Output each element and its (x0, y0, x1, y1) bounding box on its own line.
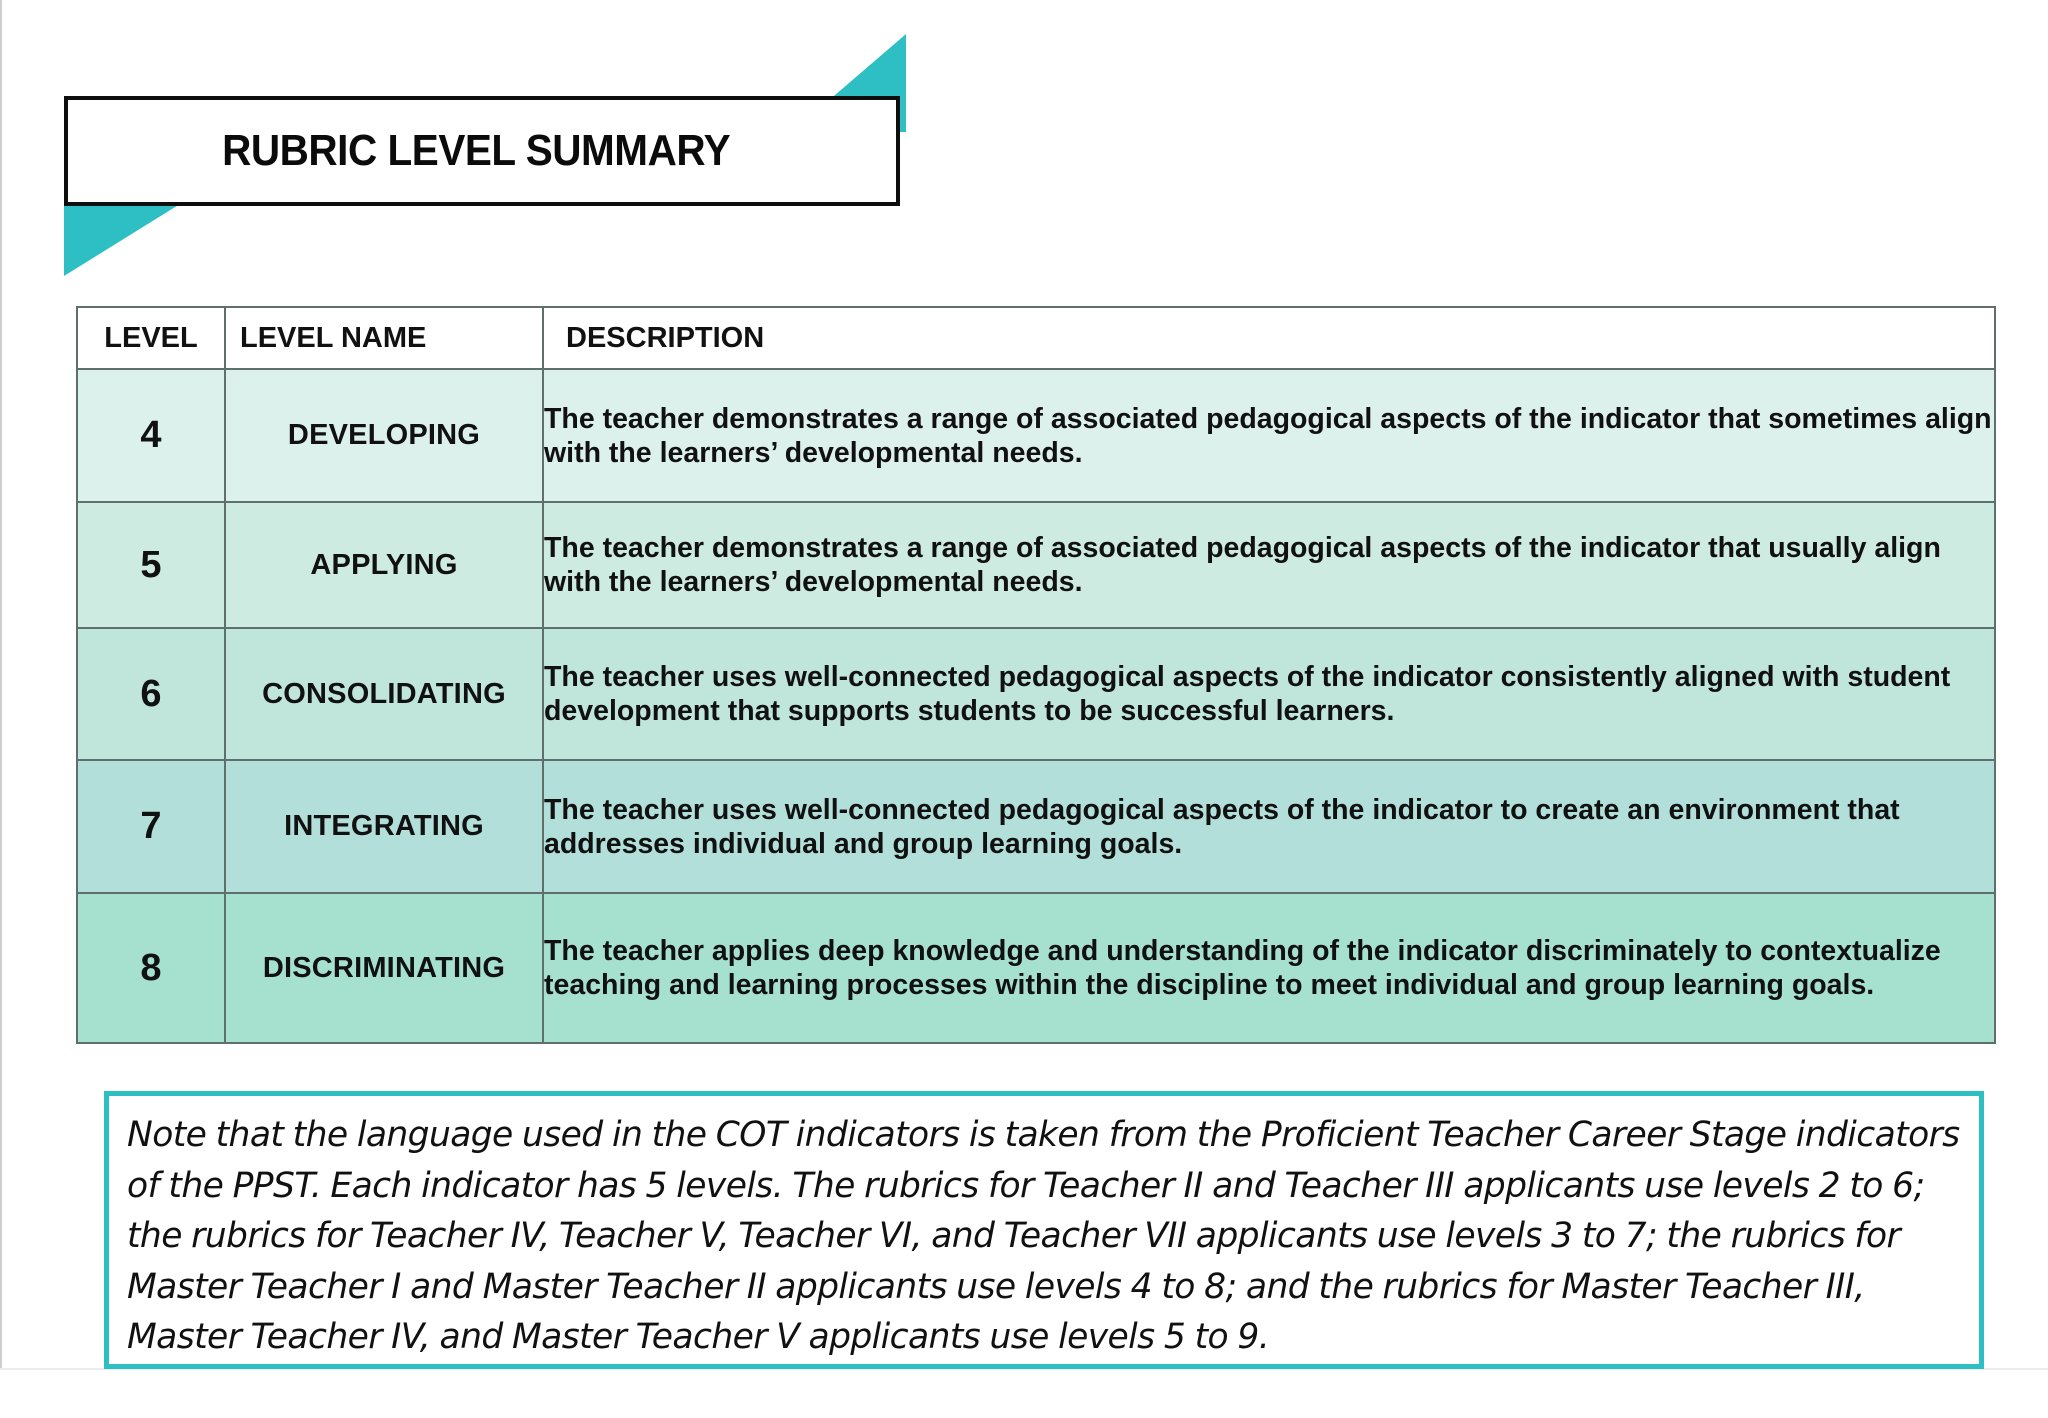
column-header-level: LEVEL (77, 307, 225, 369)
table-header-row (77, 307, 1995, 369)
title-banner (60, 32, 910, 277)
level-name: DEVELOPING (225, 369, 543, 502)
page-title: RUBRIC LEVEL SUMMARY (221, 126, 731, 175)
level-number: 6 (77, 628, 225, 760)
note-text: Note that the language used in the COT indicators is taken from the Proficient Teacher Career Stage indicators of the PPST. Each indicator has 5 levels. The rubrics for Teacher II and Teacher III applicants use levels 2 to 6; the rubrics for Teacher IV, Teacher V, Teacher VI, and Teacher VII applicants use levels 3 to 7; the rubrics for Master Teacher I and Master Teacher II applicants use levels 4 to 8; and the rubrics for Master Teacher III, Master Teacher IV, and Master Teacher V applicants use levels 5 to 9. (127, 1115, 1960, 1357)
table-row (77, 502, 1995, 628)
level-number: 5 (77, 502, 225, 628)
table-row (77, 628, 1995, 760)
page-left-border (0, 0, 2, 1370)
table-row (77, 893, 1995, 1043)
note-box (104, 1091, 1984, 1369)
level-number: 8 (77, 893, 225, 1043)
level-number: 7 (77, 760, 225, 893)
level-name: CONSOLIDATING (225, 628, 543, 760)
rubric-table (76, 306, 1996, 1044)
column-header-level-name: LEVEL NAME (225, 307, 543, 369)
level-description: The teacher demonstrates a range of associated pedagogical aspects of the indicator that usually align with the learners’ developmental needs. (543, 502, 1995, 628)
table-row (77, 369, 1995, 502)
level-description: The teacher uses well-connected pedagogical aspects of the indicator consistently aligned with student development that supports students to be successful learners. (543, 628, 1995, 760)
column-header-description: DESCRIPTION (543, 307, 1995, 369)
level-description: The teacher uses well-connected pedagogical aspects of the indicator to create an environment that addresses individual and group learning goals. (543, 760, 1995, 893)
level-description: The teacher applies deep knowledge and understanding of the indicator discriminately to contextualize teaching and learning processes within the discipline to meet individual and group learning goals. (543, 893, 1995, 1043)
level-name: APPLYING (225, 502, 543, 628)
level-number: 4 (77, 369, 225, 502)
table-row (77, 760, 1995, 893)
accent-triangle-bottom (64, 204, 180, 276)
level-name: INTEGRATING (225, 760, 543, 893)
level-name: DISCRIMINATING (225, 893, 543, 1043)
title-box (64, 96, 900, 206)
level-description: The teacher demonstrates a range of associated pedagogical aspects of the indicator that sometimes align with the learners’ developmental needs. (543, 369, 1995, 502)
